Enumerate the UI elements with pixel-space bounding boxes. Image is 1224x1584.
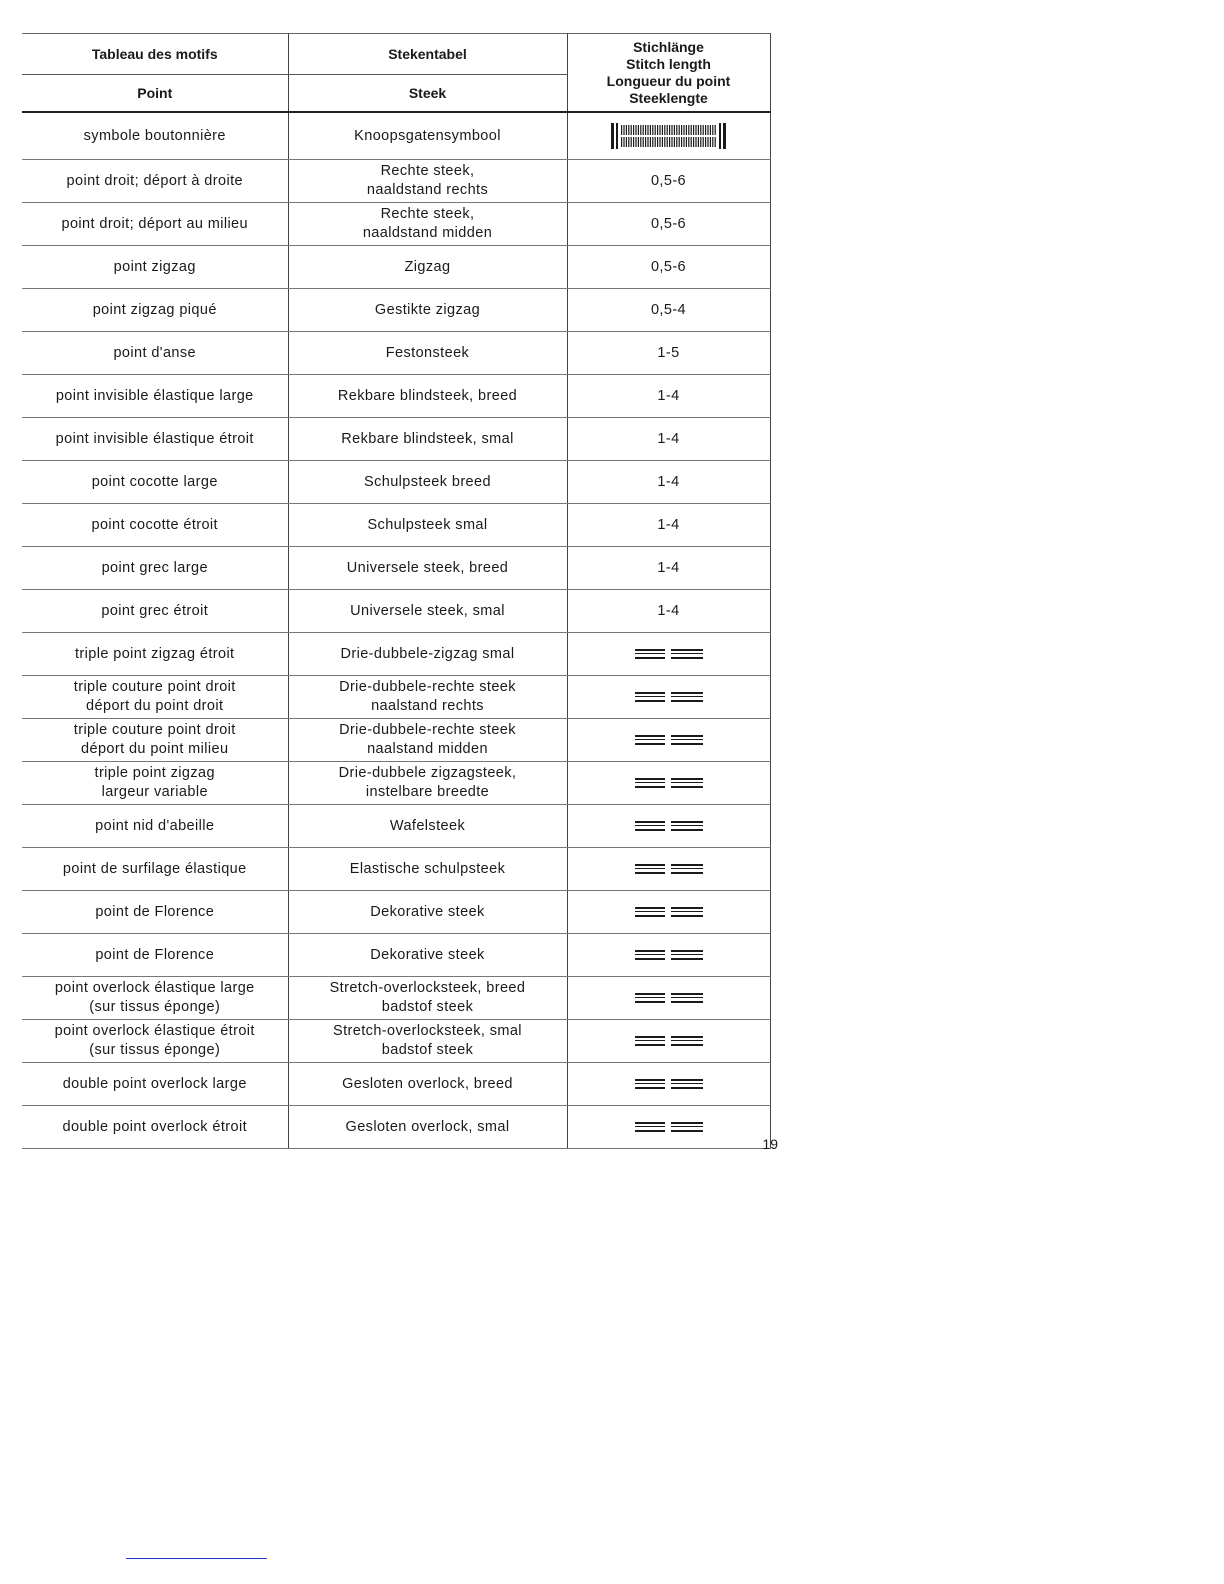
point-name-line: point de Florence (95, 946, 215, 963)
point-name-line: point zigzag piqué (92, 301, 217, 318)
header-stitch-length (567, 34, 770, 113)
page-number: 19 (762, 1136, 778, 1152)
cell-point-fr (22, 676, 288, 719)
cell-stitch-length (567, 547, 770, 590)
table-row (22, 1063, 770, 1106)
point-name-line: point nid d'abeille (95, 817, 215, 834)
stitch-length-value: 1-4 (657, 430, 680, 447)
double-lines-icon (635, 734, 703, 746)
cell-steek-nl (288, 805, 567, 848)
cell-stitch-length (567, 1106, 770, 1149)
point-name-line: largeur variable (101, 784, 208, 800)
cell-steek-nl (288, 848, 567, 891)
steek-name-line: naaldstand rechts (366, 182, 489, 198)
steek-name-line: Wafelsteek (389, 817, 466, 834)
stitch-length-value: 1-4 (657, 516, 680, 533)
cell-steek-nl (288, 547, 567, 590)
buttonhole-icon (611, 123, 727, 149)
cell-steek-nl (288, 719, 567, 762)
cell-point-fr (22, 112, 288, 160)
cell-point-fr (22, 461, 288, 504)
cell-point-fr (22, 547, 288, 590)
table-row (22, 112, 770, 160)
double-lines-icon (635, 906, 703, 918)
steek-name-line: Rekbare blindsteek, breed (337, 387, 518, 404)
point-name-line: point zigzag (113, 258, 196, 275)
steek-name-line: Knoopsgatensymbool (354, 127, 501, 144)
table-row (22, 160, 770, 203)
stitch-length-value: 0,5-6 (650, 215, 687, 232)
stitch-length-value: 1-4 (657, 387, 680, 404)
cell-point-fr (22, 1020, 288, 1063)
steek-name-line: Rechte steek, (380, 206, 475, 222)
cell-stitch-length (567, 375, 770, 418)
double-lines-icon (635, 1121, 703, 1133)
cell-stitch-length (567, 848, 770, 891)
table-row (22, 1020, 770, 1063)
point-name-line: point droit; déport à droite (66, 172, 243, 189)
cell-point-fr (22, 762, 288, 805)
header-stitch-length-fr: Longueur du point (606, 72, 731, 89)
cell-steek-nl (288, 289, 567, 332)
cell-point-fr (22, 289, 288, 332)
point-name-line: point de surfilage élastique (62, 860, 247, 877)
table-row (22, 418, 770, 461)
header-stitch-length-de: Stichlänge (633, 38, 704, 55)
steek-name-line: Universele steek, breed (346, 559, 509, 576)
double-lines-icon (635, 1035, 703, 1047)
cell-stitch-length (567, 1063, 770, 1106)
cell-steek-nl (288, 418, 567, 461)
cell-point-fr (22, 633, 288, 676)
point-name-line: triple point zigzag (94, 765, 215, 781)
cell-stitch-length (567, 891, 770, 934)
point-name-line: (sur tissus éponge) (89, 1042, 221, 1058)
table-row (22, 375, 770, 418)
cell-point-fr (22, 977, 288, 1020)
point-name-line: point cocotte étroit (91, 516, 218, 533)
steek-name-line: naaldstand midden (362, 225, 493, 241)
point-name-line: point overlock élastique étroit (54, 1023, 255, 1039)
table-row (22, 762, 770, 805)
header-tableau-des-motifs: Tableau des motifs (22, 34, 288, 75)
steek-name-line: Rekbare blindsteek, smal (341, 430, 514, 447)
stitch-length-value: 1-4 (657, 473, 680, 490)
point-name-line: point invisible élastique large (55, 387, 254, 404)
steek-name-line: Dekorative steek (370, 946, 485, 963)
steek-name-line: Drie-dubbele-rechte steek (339, 679, 516, 695)
cell-stitch-length (567, 289, 770, 332)
cell-steek-nl (288, 934, 567, 977)
header-stitch-length-nl: Steeklengte (629, 89, 708, 106)
point-name-line: point d'anse (113, 344, 197, 361)
point-name-line: triple couture point droit (73, 722, 236, 738)
table-row (22, 547, 770, 590)
stitch-table (22, 33, 771, 1149)
cell-point-fr (22, 805, 288, 848)
steek-name-line: Stretch-overlocksteek, breed (329, 980, 526, 996)
double-lines-icon (635, 992, 703, 1004)
steek-name-line: naalstand rechts (371, 698, 484, 714)
table-row (22, 719, 770, 762)
footer-rule (126, 1558, 267, 1559)
cell-stitch-length (567, 1020, 770, 1063)
point-name-line: point invisible élastique étroit (55, 430, 254, 447)
steek-name-line: instelbare breedte (365, 784, 490, 800)
steek-name-line: Gesloten overlock, smal (345, 1118, 510, 1135)
steek-name-line: badstof steek (381, 1042, 474, 1058)
cell-stitch-length (567, 762, 770, 805)
table-row (22, 461, 770, 504)
table-row (22, 934, 770, 977)
header-stitch-length-en: Stitch length (626, 55, 711, 72)
cell-steek-nl (288, 461, 567, 504)
stitch-length-value: 1-5 (657, 344, 680, 361)
point-name-line: (sur tissus éponge) (89, 999, 221, 1015)
cell-stitch-length (567, 719, 770, 762)
point-name-line: point grec étroit (101, 602, 209, 619)
table-row (22, 332, 770, 375)
stitch-length-value: 1-4 (657, 559, 680, 576)
cell-steek-nl (288, 504, 567, 547)
cell-point-fr (22, 203, 288, 246)
double-lines-icon (635, 1078, 703, 1090)
double-lines-icon (635, 648, 703, 660)
point-name-line: triple couture point droit (73, 679, 236, 695)
cell-steek-nl (288, 633, 567, 676)
table-row (22, 289, 770, 332)
steek-name-line: Universele steek, smal (350, 602, 505, 619)
double-lines-icon (635, 949, 703, 961)
steek-name-line: naalstand midden (367, 741, 488, 757)
cell-stitch-length (567, 332, 770, 375)
cell-point-fr (22, 1106, 288, 1149)
point-name-line: triple point zigzag étroit (74, 645, 235, 662)
cell-steek-nl (288, 977, 567, 1020)
header-steek: Steek (288, 75, 567, 113)
table-row (22, 633, 770, 676)
point-name-line: double point overlock étroit (62, 1118, 247, 1135)
steek-name-line: Dekorative steek (370, 903, 485, 920)
point-name-line: point cocotte large (91, 473, 218, 490)
cell-stitch-length (567, 461, 770, 504)
steek-name-line: Drie-dubbele-zigzag smal (340, 645, 515, 662)
cell-stitch-length (567, 676, 770, 719)
header-point: Point (22, 75, 288, 113)
cell-steek-nl (288, 1063, 567, 1106)
table-row (22, 1106, 770, 1149)
steek-name-line: Zigzag (404, 258, 451, 275)
steek-name-line: Schulpsteek smal (367, 516, 488, 533)
cell-steek-nl (288, 160, 567, 203)
cell-stitch-length (567, 805, 770, 848)
cell-point-fr (22, 848, 288, 891)
cell-stitch-length (567, 112, 770, 160)
cell-steek-nl (288, 332, 567, 375)
cell-point-fr (22, 590, 288, 633)
cell-point-fr (22, 504, 288, 547)
stitch-length-value: 1-4 (657, 602, 680, 619)
cell-steek-nl (288, 676, 567, 719)
cell-stitch-length (567, 504, 770, 547)
double-lines-icon (635, 820, 703, 832)
cell-stitch-length (567, 934, 770, 977)
table-row (22, 977, 770, 1020)
double-lines-icon (635, 691, 703, 703)
cell-steek-nl (288, 1020, 567, 1063)
cell-steek-nl (288, 112, 567, 160)
table-body (22, 112, 770, 1149)
table-row (22, 805, 770, 848)
table-row (22, 676, 770, 719)
cell-point-fr (22, 332, 288, 375)
cell-point-fr (22, 719, 288, 762)
steek-name-line: Gesloten overlock, breed (342, 1075, 513, 1092)
double-lines-icon (635, 777, 703, 789)
table-row (22, 590, 770, 633)
steek-name-line: Schulpsteek breed (364, 473, 491, 490)
point-name-line: point overlock élastique large (54, 980, 255, 996)
stitch-length-value: 0,5-4 (650, 301, 687, 318)
cell-stitch-length (567, 246, 770, 289)
cell-stitch-length (567, 160, 770, 203)
point-name-line: point droit; déport au milieu (61, 215, 248, 232)
steek-name-line: badstof steek (381, 999, 474, 1015)
point-name-line: point de Florence (95, 903, 215, 920)
steek-name-line: Rechte steek, (380, 163, 475, 179)
cell-stitch-length (567, 590, 770, 633)
point-name-line: déport du point droit (86, 698, 224, 714)
table-row (22, 246, 770, 289)
cell-point-fr (22, 246, 288, 289)
table-row (22, 848, 770, 891)
point-name-line: point grec large (101, 559, 208, 576)
cell-stitch-length (567, 203, 770, 246)
steek-name-line: Stretch-overlocksteek, smal (333, 1023, 522, 1039)
table-header (22, 34, 770, 113)
cell-steek-nl (288, 1106, 567, 1149)
cell-steek-nl (288, 203, 567, 246)
cell-point-fr (22, 934, 288, 977)
cell-stitch-length (567, 977, 770, 1020)
cell-point-fr (22, 1063, 288, 1106)
point-name-line: déport du point milieu (81, 741, 229, 757)
table-row (22, 891, 770, 934)
point-name-line: double point overlock large (62, 1075, 247, 1092)
double-lines-icon (635, 863, 703, 875)
table-row (22, 504, 770, 547)
cell-steek-nl (288, 762, 567, 805)
cell-steek-nl (288, 891, 567, 934)
steek-name-line: Drie-dubbele zigzagsteek, (338, 765, 517, 781)
steek-name-line: Festonsteek (385, 344, 470, 361)
steek-name-line: Elastische schulpsteek (349, 860, 506, 877)
point-name-line: symbole boutonnière (83, 127, 226, 144)
table-row (22, 203, 770, 246)
cell-point-fr (22, 891, 288, 934)
steek-name-line: Gestikte zigzag (374, 301, 481, 318)
cell-stitch-length (567, 418, 770, 461)
header-stekentabel: Stekentabel (288, 34, 567, 75)
cell-steek-nl (288, 590, 567, 633)
cell-stitch-length (567, 633, 770, 676)
stitch-length-value: 0,5-6 (650, 258, 687, 275)
cell-point-fr (22, 160, 288, 203)
stitch-length-value: 0,5-6 (650, 172, 687, 189)
cell-point-fr (22, 418, 288, 461)
cell-steek-nl (288, 246, 567, 289)
cell-point-fr (22, 375, 288, 418)
steek-name-line: Drie-dubbele-rechte steek (339, 722, 516, 738)
cell-steek-nl (288, 375, 567, 418)
